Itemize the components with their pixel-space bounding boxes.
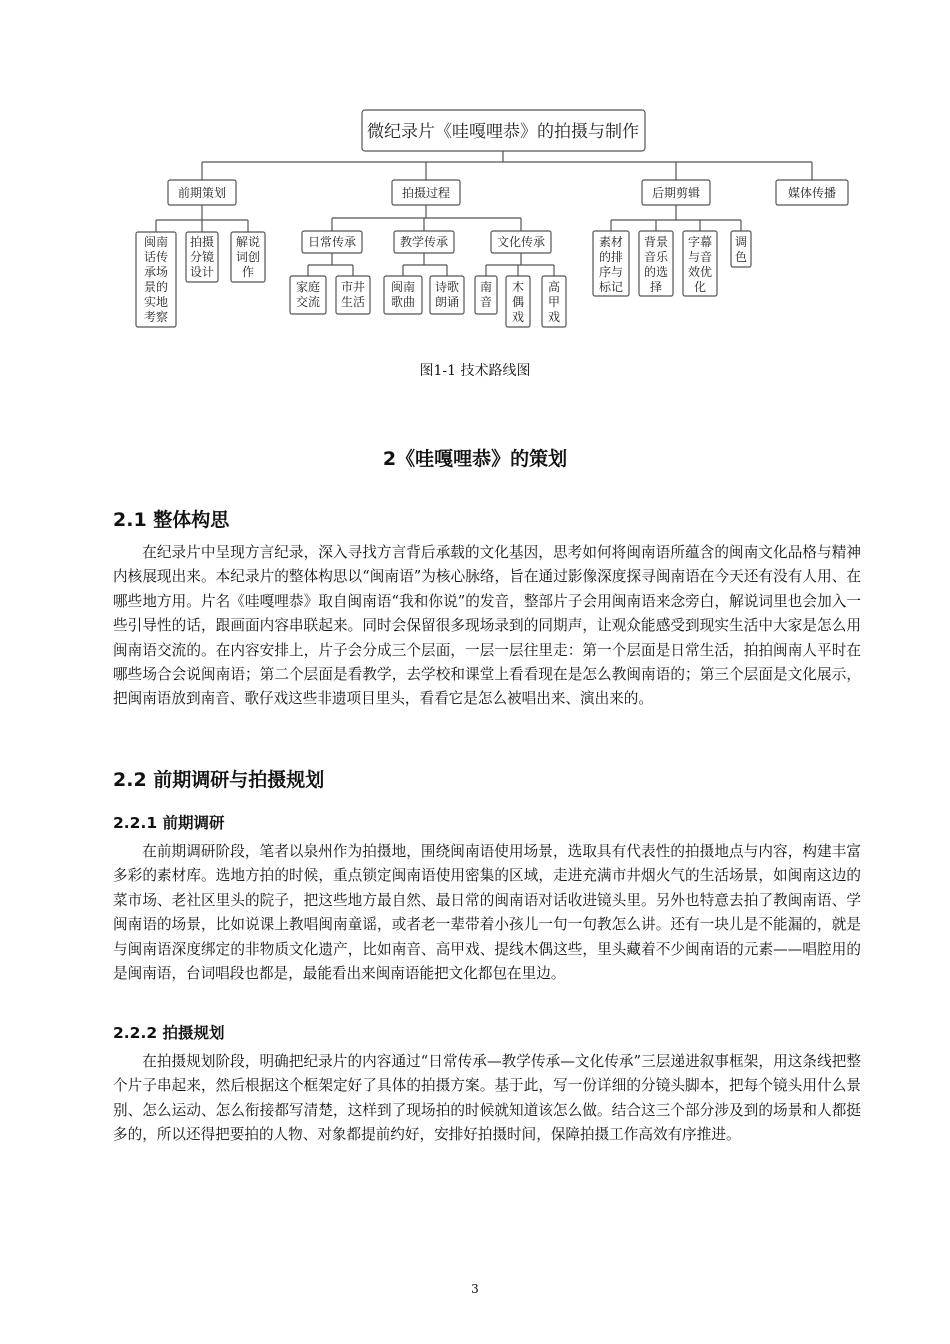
leaf-line: 闽南	[143, 235, 169, 249]
branch-label: 拍摄过程	[401, 186, 451, 200]
leaf-line: 效优	[687, 265, 713, 279]
leaf-line: 化	[693, 280, 707, 294]
leaf-line: 诗歌	[434, 280, 460, 294]
sub-branch-label: 教学传承	[399, 235, 449, 249]
leaf-line: 闽南	[390, 280, 416, 294]
leaf-line: 甲	[547, 295, 561, 309]
leaf-node	[683, 231, 717, 296]
leaf-line: 偶	[511, 295, 525, 309]
figure-caption: 图1-1 技术路线图	[419, 363, 531, 379]
leaf-line: 解说	[235, 235, 261, 249]
technical-roadmap-diagram	[0, 0, 950, 345]
leaf-line: 色	[734, 250, 748, 264]
leaf-line: 市井	[340, 280, 366, 294]
sub-branch-node	[394, 231, 454, 253]
sub-branch-label: 文化传承	[496, 235, 546, 249]
leaf-node	[639, 231, 673, 296]
branch-node-distribution	[776, 180, 848, 205]
leaf-node	[290, 276, 326, 314]
diagram-root-node	[362, 110, 645, 151]
leaf-line: 朗诵	[434, 295, 460, 309]
leaf-line: 实地	[143, 295, 169, 309]
leaf-node	[593, 231, 629, 296]
leaf-line: 南	[479, 280, 493, 294]
leaf-line: 择	[649, 280, 663, 294]
section-body-2-1: 在纪录片中呈现方言纪录，深入寻找方言背后承载的文化基因，思考如何将闽南语所蕴含的闽南文化品格与精神内核展现出来。本纪录片的整体构思以“闽南语”为核心脉络，旨在通过影像深度探寻闽南语在今天还有没有人用、在哪些地方用。片名《哇嘎哩恭》取自闽南语“我和你说”的发音，整部片子会用闽南语来念旁白，解说词里也会加入一些引导性的话，跟画面内容串联起来。同时会保留很多现场录到的同期声，让观众能感受到现实生活中大家是怎么用闽南语交流的。在内容安排上，片子会分成三个层面，一层一层往里走：第一个层面是日常生活，拍拍闽南人平时在哪些场合会说闽南语；第二个层面是看教学，去学校和课堂上看看现在是怎么教闽南语的；第三个层面是文化展示，把闽南语放到南音、歌仔戏这些非遗项目里头，看看它是怎么被唱出来、演出来的。	[113, 544, 861, 708]
branch-label: 后期剪辑	[651, 186, 701, 200]
leaf-line: 背景	[643, 235, 669, 249]
leaf-line: 音	[479, 295, 493, 309]
branch-label: 前期策划	[177, 186, 227, 200]
subsection-body-2-2-2: 在拍摄规划阶段，明确把纪录片的内容通过“日常传承—教学传承—文化传承”三层递进叙事框架，用这条线把整个片子串起来，然后根据这个框架定好了具体的拍摄方案。基于此，写一份详细的分镜头脚本，把每个镜头用什么景别、怎么运动、怎么衔接都写清楚，这样到了现场拍的时候就知道该怎么做。结合这三个部分涉及到的场景和人都挺多的，所以还得把要拍的人物、对象都提前约好，安排好拍摄时间，保障拍摄工作高效有序推进。	[113, 1053, 861, 1144]
leaf-line: 戏	[511, 310, 525, 324]
branch-node-editing	[642, 180, 710, 205]
leaf-line: 音乐	[643, 250, 669, 264]
leaf-line: 标记	[598, 280, 624, 294]
leaf-node	[231, 232, 265, 282]
subsection-body-2-2-1: 在前期调研阶段，笔者以泉州作为拍摄地，围绕闽南语使用场景，选取具有代表性的拍摄地点与内容，构建丰富多彩的素材库。选地方拍的时候，重点锁定闽南语使用密集的区域，走进充满市井烟火气的生活场景，如闽南这边的菜市场、老社区里头的院子，把这些地方最自然、最日常的闽南语对话收进镜头里。另外也特意去拍了教闽南语、学闽南语的场景，比如说课上教唱闽南童谣，或者老一辈带着小孩儿一句一句教怎么讲。还有一块儿是不能漏的，就是与闽南语深度绑定的非物质文化遗产，比如南音、高甲戏、提线木偶这些，里头藏着不少闽南语的元素——唱腔用的是闽南语，台词唱段也都是，最能看出来闽南语能把文化都包在里边。	[113, 843, 861, 983]
leaf-line: 调	[734, 235, 748, 249]
leaf-node	[136, 232, 176, 327]
leaf-line: 的选	[643, 265, 669, 279]
sub-branch-node	[491, 231, 551, 253]
leaf-line: 木	[511, 280, 525, 294]
section-heading-2-2: 2.2 前期调研与拍摄规划	[113, 769, 325, 791]
branch-node-shooting	[392, 180, 460, 205]
sub-branch-label: 日常传承	[307, 235, 357, 249]
leaf-line: 与音	[687, 250, 713, 264]
branch-node-planning	[168, 180, 236, 205]
leaf-line: 交流	[295, 295, 321, 309]
leaf-line: 生活	[340, 295, 366, 309]
subsection-heading-2-2-1: 2.2.1 前期调研	[113, 814, 225, 832]
leaf-line: 拍摄	[189, 235, 215, 249]
page-number: 3	[471, 1282, 479, 1296]
leaf-node	[475, 276, 497, 314]
leaf-line: 歌曲	[390, 295, 416, 309]
leaf-node	[430, 276, 464, 314]
leaf-node	[731, 231, 751, 267]
leaf-line: 作	[241, 265, 255, 279]
leaf-line: 设计	[189, 265, 215, 279]
leaf-line: 高	[547, 280, 561, 294]
leaf-node	[384, 276, 422, 314]
leaf-node	[542, 276, 566, 327]
leaf-line: 序与	[598, 265, 624, 279]
branch-label: 媒体传播	[787, 186, 837, 200]
leaf-line: 考察	[143, 310, 169, 324]
root-label: 微纪录片《哇嘎哩恭》的拍摄与制作	[367, 122, 639, 142]
section-heading-2-1: 2.1 整体构思	[113, 509, 230, 531]
leaf-node	[336, 276, 370, 314]
subsection-heading-2-2-2: 2.2.2 拍摄规划	[113, 1024, 225, 1042]
leaf-line: 家庭	[295, 280, 321, 294]
leaf-node	[506, 276, 530, 327]
leaf-line: 词创	[235, 250, 261, 264]
leaf-node	[186, 232, 218, 282]
leaf-line: 素材	[598, 235, 624, 249]
chapter-title: 2《哇嘎哩恭》的策划	[382, 448, 568, 470]
leaf-line: 戏	[547, 310, 561, 324]
leaf-line: 话传	[143, 250, 169, 264]
leaf-line: 字幕	[687, 235, 713, 249]
leaf-line: 景的	[143, 280, 169, 294]
sub-branch-node	[302, 231, 362, 253]
leaf-line: 的排	[598, 250, 624, 264]
leaf-line: 分镜	[189, 250, 215, 264]
leaf-line: 承场	[143, 265, 169, 279]
